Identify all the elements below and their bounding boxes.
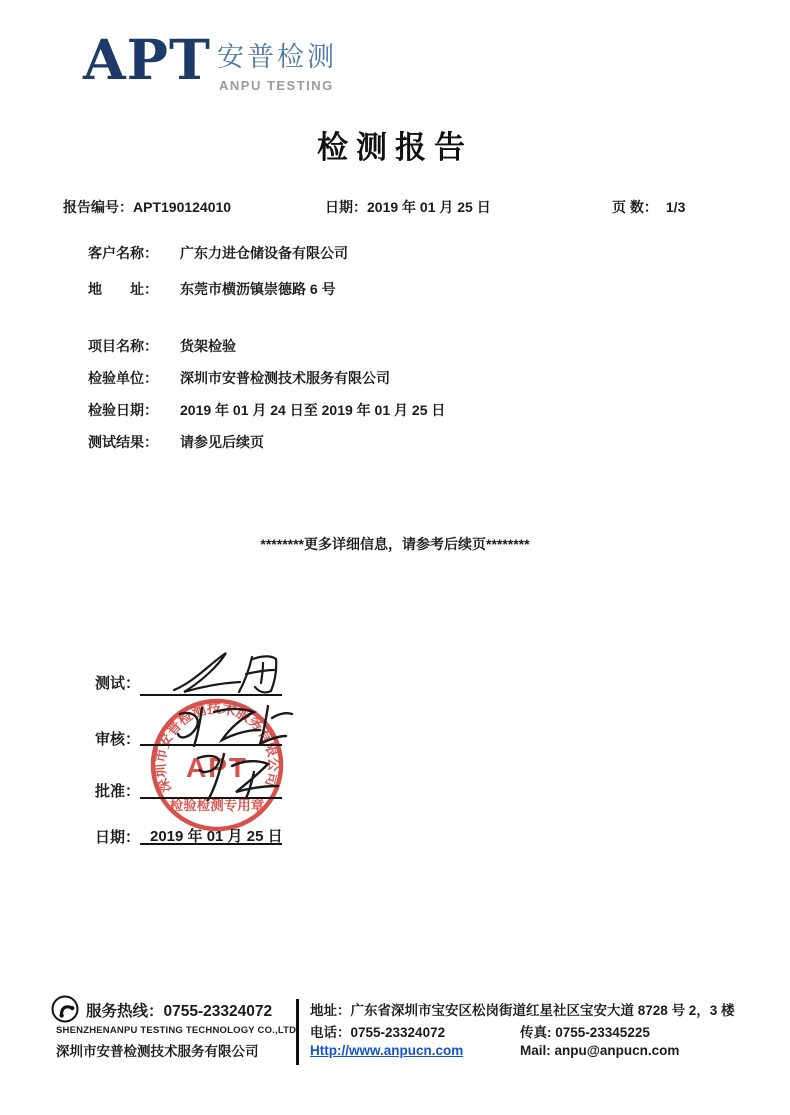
client-address-label: 地 址： [88,281,158,297]
footer-fax-label: 传真: [520,1025,556,1040]
footer-address-value: 广东省深圳市宝安区松岗街道红星社区宝安大道 8728 号 2，3 楼 [350,1003,735,1018]
inspection-date-row [88,400,445,420]
page-count [612,197,685,217]
inspection-unit-label: 检验单位： [88,370,158,386]
footer-mail-value: anpu@anpucn.com [554,1043,680,1058]
service-hotline [86,999,272,1021]
seal-center-text: APT [186,752,248,783]
footer-company-en: SHENZHENANPU TESTING TECHNOLOGY CO.,LTD [56,1025,297,1036]
footer-divider [296,999,299,1065]
service-hotline-number: 0755-23324072 [163,1003,273,1020]
reviewer-label: 审核： [95,731,141,748]
seal-ring-text: 深圳市安普检测技术服务有限公司 [151,699,283,796]
footer-company-cn: 深圳市安普检测技术服务有限公司 [56,1044,259,1059]
inspection-date-value: 2019 年 01 月 24 日至 2019 年 01 月 25 日 [180,402,446,418]
report-number-label: 报告编号： [63,199,133,215]
inspection-unit-row [88,368,390,388]
project-name-value: 货架检验 [180,338,236,354]
footer-mail [520,1043,679,1058]
seal-bottom-text: 检验检测专用章 [169,798,265,813]
footer-mail-label: Mail: [520,1043,555,1058]
client-address-row [88,279,336,299]
inspection-unit-value: 深圳市安普检测技术服务有限公司 [180,370,390,386]
logo-company-en: ANPU TESTING [219,78,334,93]
project-name-row [88,336,236,356]
footer-phone-value: 0755-23324072 [350,1025,446,1040]
inspection-date-label: 检验日期： [88,402,158,418]
report-date-label: 日期： [325,199,367,215]
reviewer-signature-ink [172,700,302,752]
service-hotline-label: 服务热线： [86,1003,164,1020]
footer-address-label: 地址： [310,1003,351,1018]
page-count-value: 1/3 [665,199,686,215]
footer-address [310,999,735,1019]
footer-phone [310,1021,445,1041]
page-count-label: 页 数： [612,199,658,215]
footer-website [310,1043,463,1058]
report-number [63,197,231,217]
page-title: 检测报告 [317,130,473,165]
client-name-label: 客户名称： [88,245,158,261]
footer-fax-value: 0755-23345225 [555,1025,650,1040]
approver-signature-ink [188,748,288,806]
phone-icon [50,994,80,1024]
more-info-note: ********更多详细信息，请参考后续页******** [260,536,530,552]
website-link[interactable]: Http://www.anpucn.com [310,1043,464,1058]
test-result-row [88,432,264,452]
signoff-date-label: 日期： [95,829,141,846]
tester-signature-ink [160,648,300,698]
footer-fax [520,1021,650,1041]
client-address-value: 东莞市横沥镇崇德路 6 号 [180,281,336,297]
test-result-label: 测试结果： [88,434,158,450]
logo-company-cn: 安普检测 [217,42,337,72]
footer-phone-label: 电话： [310,1025,351,1040]
client-name-row [88,243,348,263]
project-name-label: 项目名称： [88,338,158,354]
signoff-date-value: 2019 年 01 月 25 日 [150,828,283,845]
client-name-value: 广东力进仓储设备有限公司 [180,245,348,261]
report-date [325,197,491,217]
report-date-value: 2019 年 01 月 25 日 [367,199,491,215]
report-number-value: APT190124010 [133,199,232,215]
test-result-value: 请参见后续页 [180,434,264,450]
tester-label: 测试： [95,675,141,692]
approver-label: 批准： [95,783,141,800]
apt-logo: APT [83,27,211,92]
